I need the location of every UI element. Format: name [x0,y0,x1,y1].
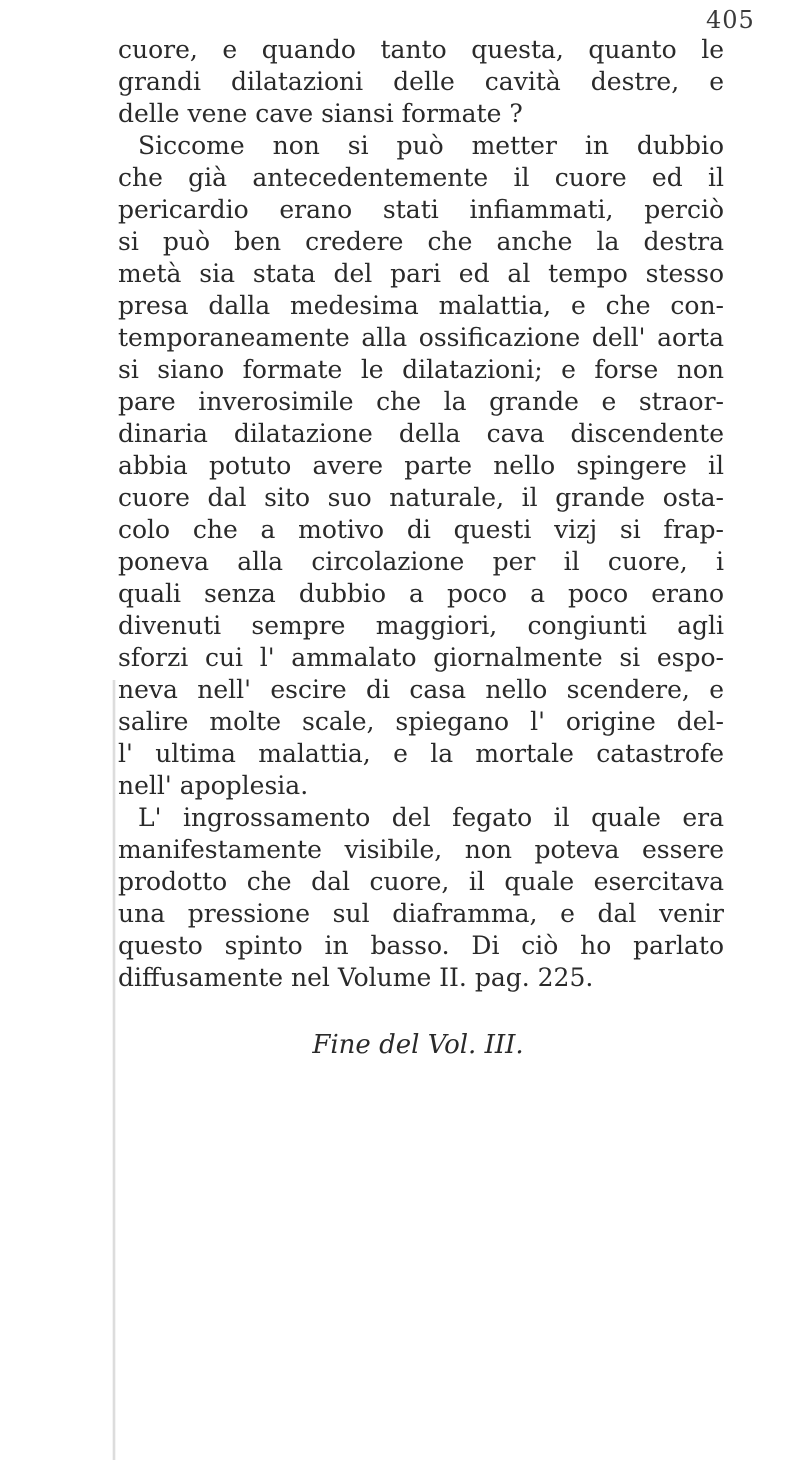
text-line: che già antecedentemente il cuore ed il [118,163,724,192]
text-line: diffusamente nel Volume II. pag. 225. [118,963,594,992]
paragraph-1 [118,34,724,130]
text-line: presa dalla medesima malattia, e che con- [118,291,724,320]
text-line: quali senza dubbio a poco a poco erano [118,579,724,608]
text-line: grandi dilatazioni delle cavità destre, e [118,67,724,96]
text-line: neva nell' escire di casa nello scendere, e [118,675,724,704]
text-line: divenuti sempre maggiori, congiunti agli [118,611,724,640]
paragraph-3 [118,802,724,994]
text-line: cuore dal sito suo naturale, il grande osta- [118,483,724,512]
text-line: abbia potuto avere parte nello spingere il [118,451,724,480]
text-line: delle vene cave siansi formate ? [118,99,523,128]
text-line: manifestamente visibile, non poteva essere [118,835,724,864]
text-line: dinaria dilatazione della cava discendente [118,419,724,448]
body-text [118,34,724,994]
text-line: nell' apoplesia. [118,771,309,800]
text-line: temporaneamente alla ossificazione dell' aorta [118,323,724,352]
text-line: questo spinto in basso. Di ciò ho parlato [118,931,724,960]
text-line: prodotto che dal cuore, il quale esercitava [118,867,724,896]
text-line: colo che a motivo di questi vizj si frap- [118,515,724,544]
text-line: si siano formate le dilatazioni; e forse non [118,355,724,384]
page-number: 405 [706,6,755,34]
text-line: Siccome non si può metter in dubbio [138,131,724,160]
text-line: metà sia stata del pari ed al tempo stesso [118,259,724,288]
text-line: l' ultima malattia, e la mortale catastrofe [118,739,724,768]
text-line: una pressione sul diaframma, e dal venir [118,899,724,928]
text-line: L' ingrossamento del fegato il quale era [138,803,724,832]
text-line: poneva alla circolazione per il cuore, i [118,547,724,576]
text-line: pericardio erano stati infiammati, perciò [118,195,724,224]
gutter-shadow [112,680,116,1460]
text-line: sforzi cui l' ammalato giornalmente si espo- [118,643,724,672]
text-line: salire molte scale, spiegano l' origine del- [118,707,724,736]
colophon: Fine del Vol. III. [312,1030,524,1060]
paragraph-2 [118,130,724,802]
text-line: cuore, e quando tanto questa, quanto le [118,35,724,64]
text-line: pare inverosimile che la grande e straor- [118,387,724,416]
text-line: si può ben credere che anche la destra [118,227,724,256]
